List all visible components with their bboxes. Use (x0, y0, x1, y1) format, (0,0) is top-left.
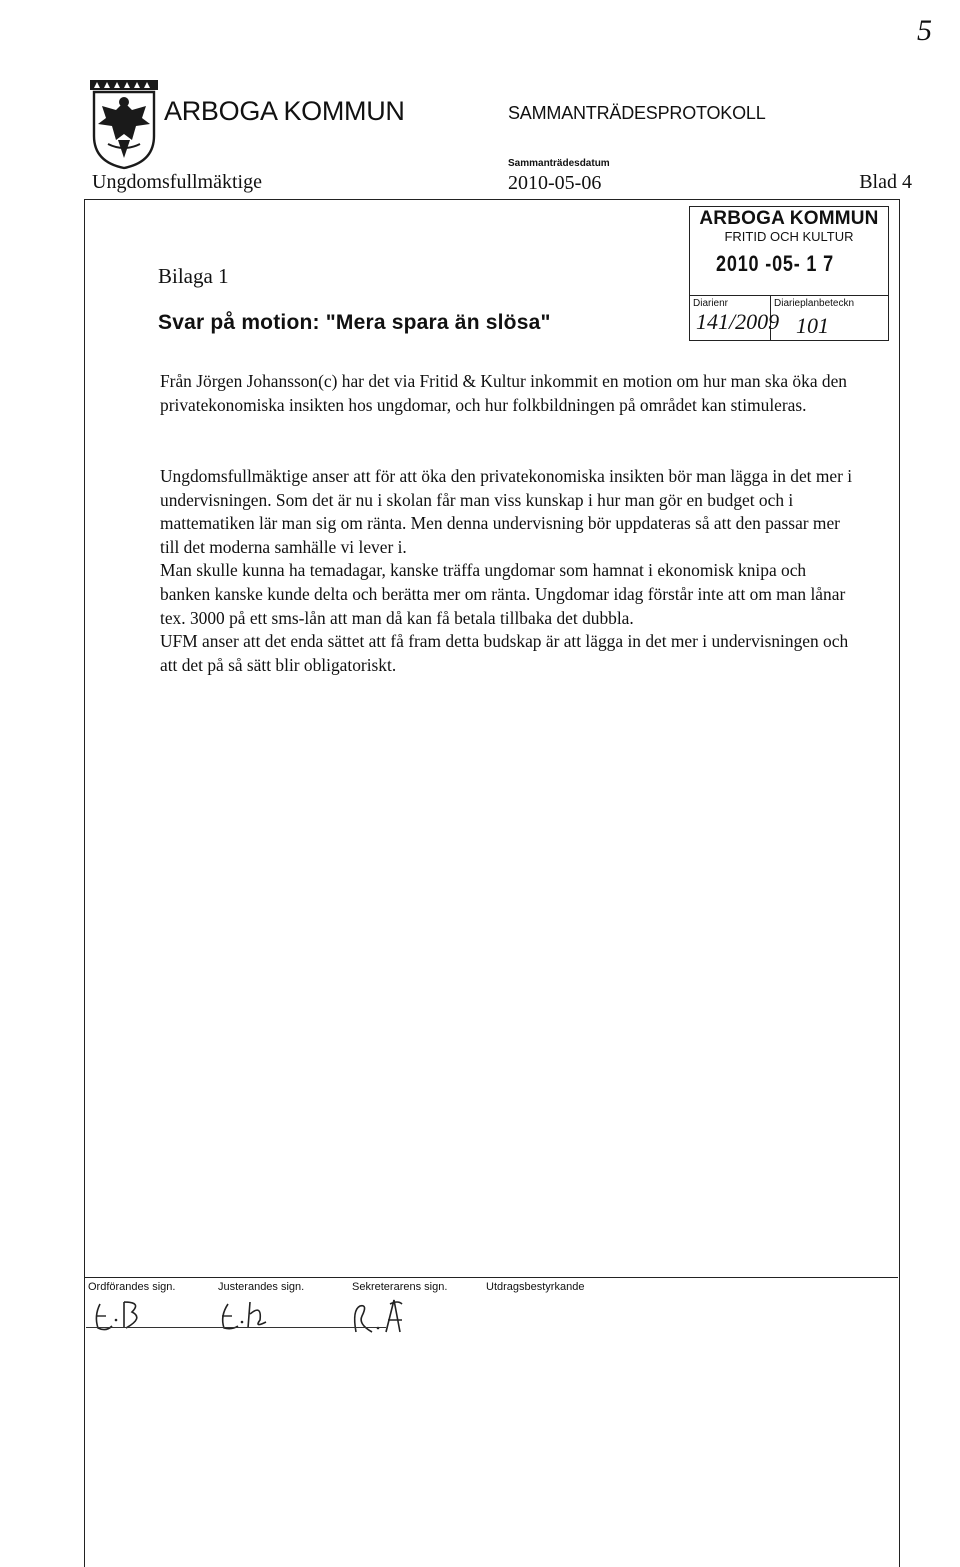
extract-certified-label: Utdragsbestyrkande (486, 1281, 585, 1293)
secretary-signature-label: Sekreterarens sign. (352, 1281, 448, 1293)
page-number: 5 (917, 14, 932, 47)
chair-signature (92, 1298, 162, 1334)
stamp-plan-value: 101 (796, 313, 829, 338)
attachment-label: Bilaga 1 (158, 264, 229, 288)
adjuster-signature (214, 1298, 284, 1334)
paragraph: Man skulle kunna ha temadagar, kanske träffa ungdomar som hamnat i ekonomisk knipa och banken kanske kunde delta och berätta mer om ränta. Ungdomar idag förstår inte att om man lånar tex. 3000 på ett sms-lån att man då kan få betala tillbaka det dubbla. (160, 560, 846, 628)
date-label: Sammanträdesdatum (508, 158, 610, 169)
adjuster-signature-label: Justerandes sign. (218, 1281, 305, 1293)
stamp-plan-label: Diarieplanbeteckn (774, 298, 855, 309)
intro-paragraph (160, 370, 860, 417)
organization-name: ARBOGA KOMMUN (164, 96, 405, 126)
meeting-date: 2010-05-06 (508, 172, 602, 194)
arboga-crest-logo (88, 78, 160, 170)
stamp-org: ARBOGA KOMMUN (699, 208, 879, 229)
stamp-divider (690, 295, 888, 296)
organ-name: Ungdomsfullmäktige (92, 171, 262, 193)
document-title: Svar på motion: "Mera spara än slösa" (158, 311, 551, 334)
secretary-signature (340, 1298, 420, 1338)
chair-signature-label: Ordförandes sign. (88, 1281, 176, 1293)
body-paragraphs (160, 465, 860, 677)
stamp-department: FRITID OCH KULTUR (724, 229, 854, 244)
sheet-number: Blad 4 (859, 171, 912, 193)
document-type: SAMMANTRÄDESPROTOKOLL (508, 103, 766, 123)
stamp-diarienr-value: 141/2009 (696, 309, 780, 334)
paragraph: Ungdomsfullmäktige anser att för att öka den privatekonomiska insikten bör man lägga in det mer i undervisningen. Som det är nu i skolan får man viss kunskap i hur man gör en budget och i mattematiken lär man sig om ränta. Men denna undervisning bör uppdateras så att den passar mer till det moderna samhälle vi lever i. (160, 466, 853, 557)
paragraph: Från Jörgen Johansson(c) har det via Fritid & Kultur inkommit en motion om hur man ska öka den privatekonomiska insikten hos ungdomar, och hur folkbildningen på området kan stimuleras. (160, 371, 847, 415)
stamp-date: 2010 -05- 1 7 (716, 251, 834, 276)
paragraph: UFM anser att det enda sättet att få fram detta budskap är att lägga in det mer i undervisningen och att det på så sätt blir obligatoriskt. (160, 631, 849, 675)
received-stamp (689, 206, 889, 341)
footer-separator (84, 1277, 898, 1278)
stamp-diarienr-label: Diarienr (693, 298, 729, 309)
signature-underline (86, 1327, 386, 1328)
